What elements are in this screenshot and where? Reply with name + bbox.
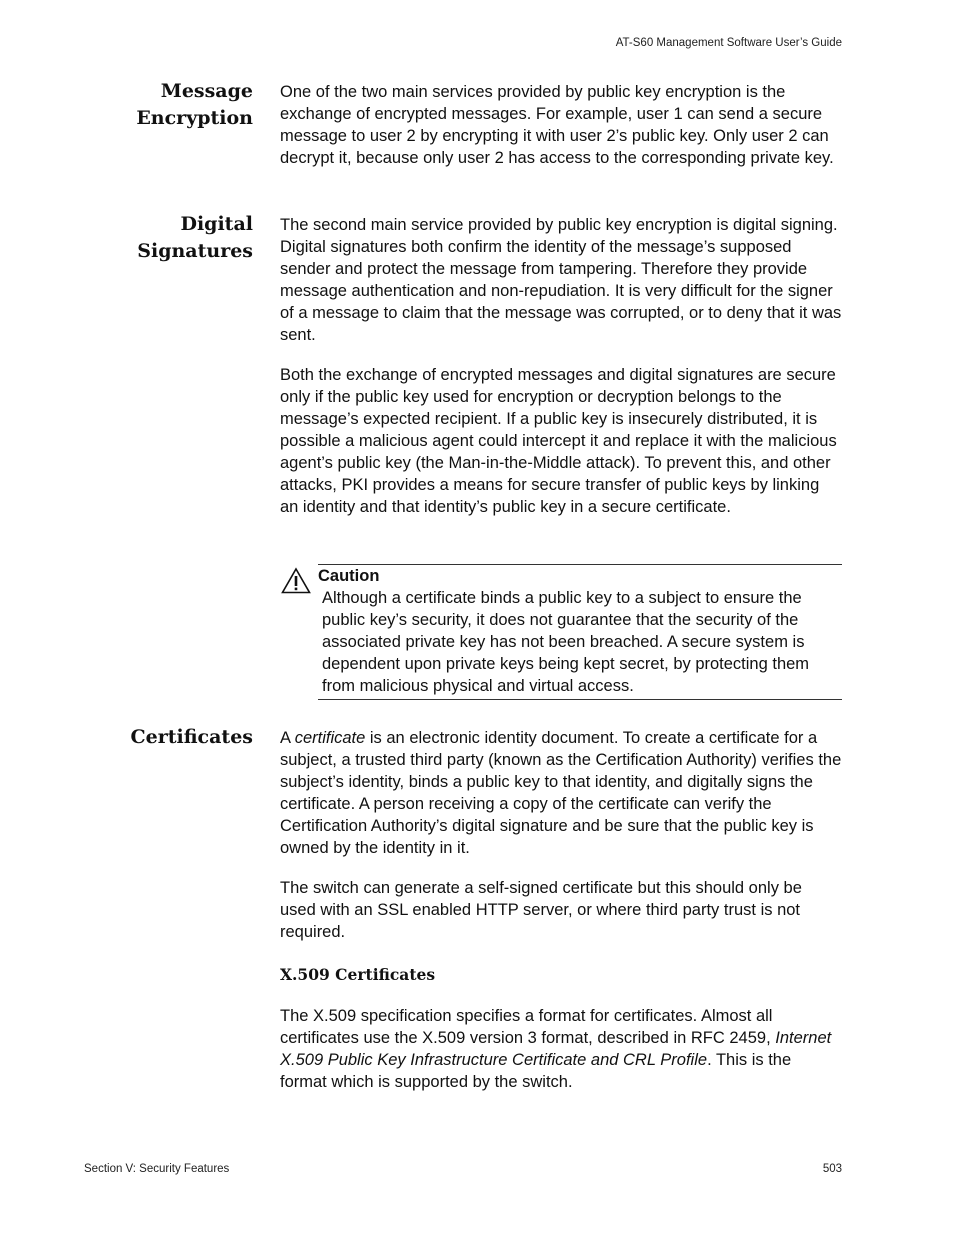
digital-signatures-body-2	[280, 364, 842, 518]
paragraph: The switch can generate a self-signed certificate but this should only be used with an SSL enabled HTTP server, or where third party trust is not required.	[280, 879, 802, 941]
text: . This is the format which is supported by the switch.	[280, 1051, 792, 1091]
certificates-body	[280, 727, 842, 859]
heading-line: Message	[160, 80, 253, 102]
caution-top-rule	[318, 564, 842, 565]
digital-signatures-heading	[100, 211, 253, 265]
message-encryption-body	[280, 81, 842, 169]
heading-line: Certificates	[130, 726, 253, 748]
caution-title: Caution	[318, 567, 380, 585]
heading-line: Digital	[180, 213, 253, 235]
x509-heading: X.509 Certificates	[280, 965, 436, 984]
text: is an electronic identity document. To create a certificate for a subject, a trusted third party (known as the Certification Authority) verifies the subject’s identity, binds a public key to that identity, and digitally signs the certificate. A person receiving a copy of the certificate can verify the Certification Authority’s digital signature and be sure that the public key is owned by the identity in it.	[280, 729, 842, 857]
message-encryption-heading	[100, 78, 253, 132]
paragraph: One of the two main services provided by public key encryption is the exchange of encrypted messages. For example, user 1 can send a secure message to user 2 by encrypting it with user 2’s public key. Only user 2 can decrypt it, because only user 2 has access to the corresponding private key.	[280, 83, 834, 167]
certificates-heading	[100, 724, 253, 751]
warning-triangle-icon	[281, 567, 311, 594]
paragraph	[280, 727, 842, 859]
heading-line: Signatures	[137, 240, 253, 262]
x509-body	[280, 1005, 842, 1093]
caution-bottom-rule	[318, 699, 842, 700]
running-header: AT-S60 Management Software User’s Guide	[615, 37, 842, 49]
page-number: 503	[822, 1163, 842, 1175]
text: A	[280, 729, 295, 747]
paragraph: The second main service provided by public key encryption is digital signing. Digital signatures both confirm the identity of the message’s supposed sender and protect the message from tampering. Therefore they provide message authentication and non-repudiation. It is very difficult for the signer of a message to claim that the message was corrupted, or to deny that it was sent.	[280, 216, 842, 344]
text: The X.509 specification specifies a format for certificates. Almost all certificates use the X.509 version 3 format, described in RFC 2459,	[280, 1007, 776, 1047]
rfc-title: Internet X.509 Public Key Infrastructure Certificate and CRL Profile	[280, 1029, 832, 1069]
paragraph	[280, 1005, 842, 1093]
certificates-body-2	[280, 877, 842, 943]
paragraph: Both the exchange of encrypted messages and digital signatures are secure only if the public key used for encryption or decryption belongs to the message’s expected recipient. If a public key is insecurely distributed, it is possible a malicious agent could intercept it and replace it with the malicious agent’s public key (the Man-in-the-Middle attack). To prevent this, and other attacks, PKI provides a means for secure transfer of public keys by linking an identity and that identity’s public key in a secure certificate.	[280, 366, 837, 516]
caution-text: Although a certificate binds a public key to a subject to ensure the public key’s security, it does not guarantee that the security of the associated private key has not been breached. A secure system is dependent upon private keys being kept secret, by protecting them from malicious physical and virtual access.	[322, 589, 810, 695]
term-certificate: certificate	[294, 729, 366, 747]
digital-signatures-body	[280, 214, 842, 346]
heading-line: Encryption	[136, 107, 253, 129]
footer-section: Section V: Security Features	[84, 1163, 230, 1175]
